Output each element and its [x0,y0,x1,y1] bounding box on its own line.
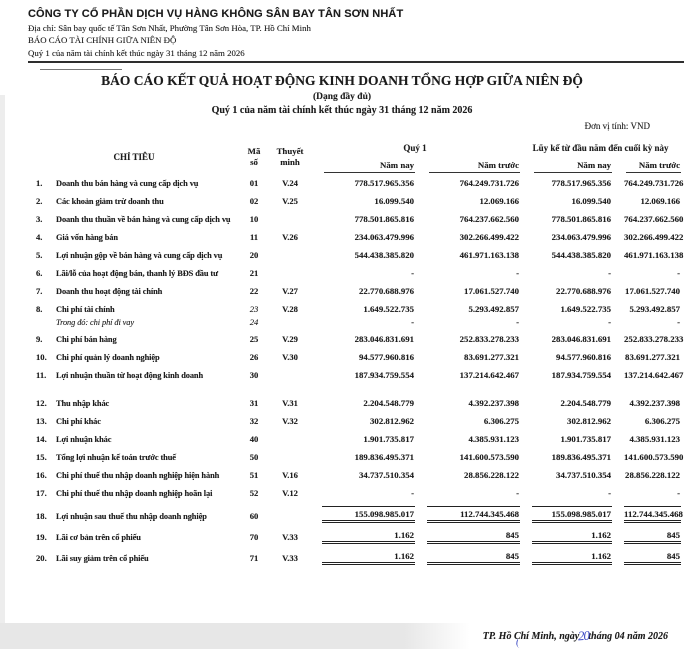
row-value-ytd-year-prev: - [677,317,681,327]
row-note [270,365,310,383]
row-label: Lợi nhuận khác [56,435,112,444]
row-code: 26 [249,352,259,362]
row-value-q1-year-now: 1.162 [310,525,415,546]
row-value-ytd-year-now: 2.204.548.779 [560,398,612,408]
row-value-q1-year-prev: 252.833.278.233 [459,334,520,344]
row-number: 12. [36,398,47,408]
table-header [30,141,681,173]
title-period: Quý 1 của năm tài chính kết thúc ngày 31 tháng 12 năm 2026 [211,104,473,116]
row-value-q1-year-prev: - [516,268,520,278]
row-label: Chi phí thuế thu nhập doanh nghiệp hoãn lại [56,489,213,498]
row-value-q1-year-prev: 4.392.237.398 [468,398,520,408]
row-value-q1-year-prev: 28.856.228.122 [464,470,520,480]
row-value-ytd-year-prev: 112.744.345.468 [612,501,681,525]
income-subrow [30,317,681,329]
row-label: Chi phí quản lý doanh nghiệp [56,353,160,362]
row-value-q1-year-now: 283.046.831.691 [354,334,415,344]
row-label: Giá vốn hàng bán [56,233,118,242]
row-code: 23 [249,304,259,314]
row-code: 70 [249,532,259,542]
row-value-q1-year-prev: 83.691.277.321 [464,352,520,362]
row-value-ytd-year-now: 187.934.759.554 [551,370,612,380]
row-value-q1-year-now: 189.836.495.371 [354,452,415,462]
row-code: 31 [249,398,259,408]
income-row [30,483,681,501]
income-row [30,411,681,429]
header-divider [28,61,684,63]
row-code: 11 [249,232,259,242]
row-value-q1-year-prev: 6.306.275 [483,416,520,426]
income-row [30,525,681,546]
row-number: 20. [36,553,47,563]
row-code: 50 [249,452,259,462]
company-address: Địa chỉ: Sân bay quốc tế Tân Sơn Nhất, Phường Tân Sơn Hòa, TP. Hồ Chí Minh [28,22,311,33]
row-value-ytd-year-prev: 17.061.527.740 [625,286,681,296]
row-code: 71 [249,553,259,563]
row-note [270,447,310,465]
row-value-ytd-year-now: 778.501.865.816 [551,214,612,224]
row-label: Lãi suy giảm trên cổ phiếu [56,554,149,563]
table-body [30,173,684,567]
row-number: 10. [36,352,47,362]
row-number: 15. [36,452,47,462]
row-value-q1-year-now: 22.770.688.976 [359,286,415,296]
header-ytd-group: Lũy kế từ đầu năm đến cuối kỳ này [532,143,669,153]
income-row [30,227,681,245]
row-label: Lãi/lỗ của hoạt động bán, thanh lý BĐS đầu tư [56,269,219,278]
company-name: CÔNG TY CỔ PHẦN DỊCH VỤ HÀNG KHÔNG SÂN BAY TÂN SƠN NHẤT [28,8,404,20]
row-value-q1-year-now: - [411,268,415,278]
row-value-ytd-year-prev: 764.237.662.560 [624,214,684,224]
row-value-ytd-year-prev: 28.856.228.122 [625,470,681,480]
row-note: V.25 [282,196,298,206]
row-label: Doanh thu hoạt động tài chính [56,287,163,296]
row-code: 10 [249,214,259,224]
row-value-ytd-year-prev: 12.069.166 [640,196,681,206]
income-row [30,501,681,525]
row-value-ytd-year-prev: 137.214.642.467 [624,370,684,380]
income-row [30,365,681,383]
row-value-ytd-year-now: 544.438.385.820 [551,250,612,260]
row-note: V.27 [282,286,298,296]
row-number: 9. [36,334,43,344]
row-value-ytd-year-now: 283.046.831.691 [551,334,612,344]
row-number: 8. [36,304,43,314]
row-value-q1-year-now: 94.577.960.816 [359,352,415,362]
signature-date-line [483,627,668,643]
row-value-ytd-year-prev: 4.392.237.398 [629,398,681,408]
row-code: 24 [249,317,259,327]
row-note: V.26 [282,232,298,242]
row-value-q1-year-prev: 137.214.642.467 [459,370,520,380]
header-q1-year-now: Năm nay [310,156,415,173]
row-label: Chi phí bán hàng [56,335,117,344]
row-note: V.31 [282,398,298,408]
header-ytd-year-prev: Năm trước [612,156,681,173]
income-row [30,465,681,483]
row-note [270,263,310,281]
row-value-q1-year-prev: 764.237.662.560 [459,214,520,224]
header-q1-group: Quý 1 [403,143,427,153]
header-q1-year-prev: Năm trước [415,156,520,173]
row-note: V.16 [282,470,298,480]
row-note: V.28 [282,304,298,314]
report-subtitle: (Dạng đầy đủ) [312,91,372,102]
row-label: Lợi nhuận sau thuế thu nhập doanh nghiệp [56,512,207,521]
row-value-q1-year-prev: 845 [415,546,520,567]
row-label: Chi phí thuế thu nhập doanh nghiệp hiện hành [56,471,220,480]
row-value-q1-year-prev: - [516,317,520,327]
row-code: 51 [249,470,259,480]
row-value-ytd-year-prev: 4.385.931.123 [629,434,681,444]
row-value-q1-year-prev: 302.266.499.422 [459,232,520,242]
row-number: 11. [36,370,47,380]
row-value-ytd-year-prev: 6.306.275 [644,416,681,426]
report-title: BÁO CÁO KẾT QUẢ HOẠT ĐỘNG KINH DOANH TỔNG HỢP GIỮA NIÊN ĐỘ [101,72,583,88]
row-value-q1-year-prev: 764.249.731.726 [459,178,520,188]
income-row [30,173,681,191]
income-row [30,329,681,347]
row-note [270,429,310,447]
row-number [30,317,56,329]
date-suffix: tháng 04 năm 2026 [588,631,668,642]
row-value-ytd-year-prev: 764.249.731.726 [624,178,684,188]
income-row [30,429,681,447]
row-label: Các khoản giảm trừ doanh thu [56,197,164,206]
row-value-q1-year-prev: 461.971.163.138 [459,250,520,260]
row-number: 5. [36,250,43,260]
row-value-ytd-year-prev: 141.600.573.590 [624,452,684,462]
row-value-ytd-year-now: - [608,317,612,327]
report-type: BÁO CÁO TÀI CHÍNH GIỮA NIÊN ĐỘ [28,35,177,45]
row-value-ytd-year-now: - [608,268,612,278]
row-value-ytd-year-now: 234.063.479.996 [551,232,612,242]
row-value-ytd-year-now: 34.737.510.354 [556,470,612,480]
row-value-ytd-year-prev: 252.833.278.233 [624,334,684,344]
row-value-q1-year-now: 1.649.522.735 [363,304,415,314]
scan-edge-bottom [0,623,470,649]
row-value-ytd-year-now: 22.770.688.976 [556,286,612,296]
header-ytd-year-now: Năm nay [520,156,612,173]
report-period: Quý 1 của năm tài chính kết thúc ngày 31 tháng 12 năm 2026 [28,47,245,58]
handwritten-day: 20 [577,627,590,644]
row-code: 60 [249,511,259,521]
row-value-ytd-year-now: 778.517.965.356 [551,178,612,188]
row-code: 32 [249,416,259,426]
row-value-ytd-year-prev: 83.691.277.321 [625,352,681,362]
row-value-q1-year-prev: 5.293.492.857 [468,304,520,314]
row-code: 30 [249,370,259,380]
row-value-ytd-year-prev: 845 [612,525,681,546]
row-value-ytd-year-now: 1.162 [520,546,612,567]
row-note: V.24 [282,178,298,188]
row-value-ytd-year-prev: - [677,488,681,498]
row-value-ytd-year-now: 1.649.522.735 [560,304,612,314]
income-row [30,299,681,317]
row-label: Lợi nhuận thuần từ hoạt động kinh doanh [56,371,204,380]
title-block [0,73,684,116]
income-row [30,281,681,299]
row-value-q1-year-now: 2.204.548.779 [363,398,415,408]
row-value-ytd-year-prev: - [677,268,681,278]
row-value-q1-year-prev: 17.061.527.740 [464,286,520,296]
row-number: 3. [36,214,43,224]
row-value-ytd-year-now: 1.901.735.817 [560,434,612,444]
header-code: Mã số [247,146,261,167]
row-note: V.33 [282,553,298,563]
income-statement-table [30,141,684,567]
row-value-ytd-year-now: 302.812.962 [567,416,612,426]
row-number: 14. [36,434,47,444]
income-row [30,263,681,281]
row-code: 20 [249,250,259,260]
row-value-q1-year-now: 778.517.965.356 [354,178,415,188]
row-value-q1-year-now: 1.901.735.817 [363,434,415,444]
row-value-q1-year-now: 155.098.985.017 [310,501,415,525]
row-label: Tổng lợi nhuận kế toán trước thuế [56,453,176,462]
row-value-ytd-year-now: 94.577.960.816 [556,352,612,362]
row-value-q1-year-prev: 4.385.931.123 [468,434,520,444]
row-label: Lãi cơ bản trên cổ phiếu [56,533,141,542]
row-label: Doanh thu bán hàng và cung cấp dịch vụ [56,179,199,188]
row-code: 02 [249,196,259,206]
row-number: 19. [36,532,47,542]
row-value-q1-year-prev: 112.744.345.468 [415,501,520,525]
row-label: Trong đó: chi phí đi vay [56,318,135,327]
income-row [30,447,681,465]
row-number: 17. [36,488,47,498]
row-label: Lợi nhuận gộp về bán hàng và cung cấp dịch vụ [56,251,223,260]
income-row [30,191,681,209]
row-label: Chi phí tài chính [56,305,115,314]
row-value-q1-year-now: 302.812.962 [370,416,415,426]
row-label: Chi phí khác [56,417,101,426]
row-value-q1-year-prev: - [516,488,520,498]
row-note [270,209,310,227]
row-value-q1-year-prev: 12.069.166 [479,196,520,206]
row-note [270,501,310,525]
row-value-ytd-year-now: 155.098.985.017 [520,501,612,525]
row-label: Doanh thu thuần về bán hàng và cung cấp dịch vụ [56,215,231,224]
row-value-q1-year-now: 187.934.759.554 [354,370,415,380]
header-criteria: CHỈ TIÊU [113,152,155,162]
row-value-ytd-year-now: 16.099.540 [571,196,612,206]
document-header [0,0,684,58]
row-value-q1-year-now: 16.099.540 [374,196,415,206]
row-note: V.30 [282,352,298,362]
row-code: 40 [249,434,259,444]
row-value-ytd-year-prev: 302.266.499.422 [624,232,684,242]
row-value-q1-year-now: 1.162 [310,546,415,567]
date-prefix: TP. Hồ Chí Minh, ngày [482,631,580,642]
row-number: 1. [36,178,43,188]
row-note: V.33 [282,532,298,542]
income-row [30,245,681,263]
row-value-ytd-year-now: 189.836.495.371 [551,452,612,462]
row-value-q1-year-now: - [411,488,415,498]
row-note: V.32 [282,416,298,426]
row-code: 21 [249,268,259,278]
income-row [30,546,681,567]
row-value-ytd-year-prev: 5.293.492.857 [629,304,681,314]
row-value-ytd-year-now: - [608,488,612,498]
row-value-q1-year-prev: 845 [415,525,520,546]
currency-unit: Đơn vị tính: VND [584,121,650,131]
row-value-q1-year-now: 234.063.479.996 [354,232,415,242]
row-note: V.12 [282,488,298,498]
header-note: Thuyết minh [276,146,304,167]
row-value-q1-year-now: 544.438.385.820 [354,250,415,260]
row-code: 52 [249,488,259,498]
row-note [270,317,310,329]
row-number: 2. [36,196,43,206]
row-number: 4. [36,232,43,242]
income-row [30,383,681,411]
row-label: Thu nhập khác [56,399,110,408]
row-value-ytd-year-now: 1.162 [520,525,612,546]
row-value-q1-year-now: - [411,317,415,327]
row-code: 22 [249,286,259,296]
row-value-ytd-year-prev: 845 [612,546,681,567]
row-code: 01 [249,178,259,188]
row-value-ytd-year-prev: 461.971.163.138 [624,250,684,260]
row-number: 7. [36,286,43,296]
row-number: 13. [36,416,47,426]
row-number: 18. [36,511,47,521]
income-row [30,209,681,227]
row-code: 25 [249,334,259,344]
income-row [30,347,681,365]
signature-ink-mark [515,639,524,648]
row-note: V.29 [282,334,298,344]
row-number: 6. [36,268,43,278]
scan-edge-left [0,95,5,649]
row-number: 16. [36,470,47,480]
row-note [270,245,310,263]
row-value-q1-year-now: 34.737.510.354 [359,470,415,480]
row-value-q1-year-now: 778.501.865.816 [354,214,415,224]
row-value-q1-year-prev: 141.600.573.590 [459,452,520,462]
